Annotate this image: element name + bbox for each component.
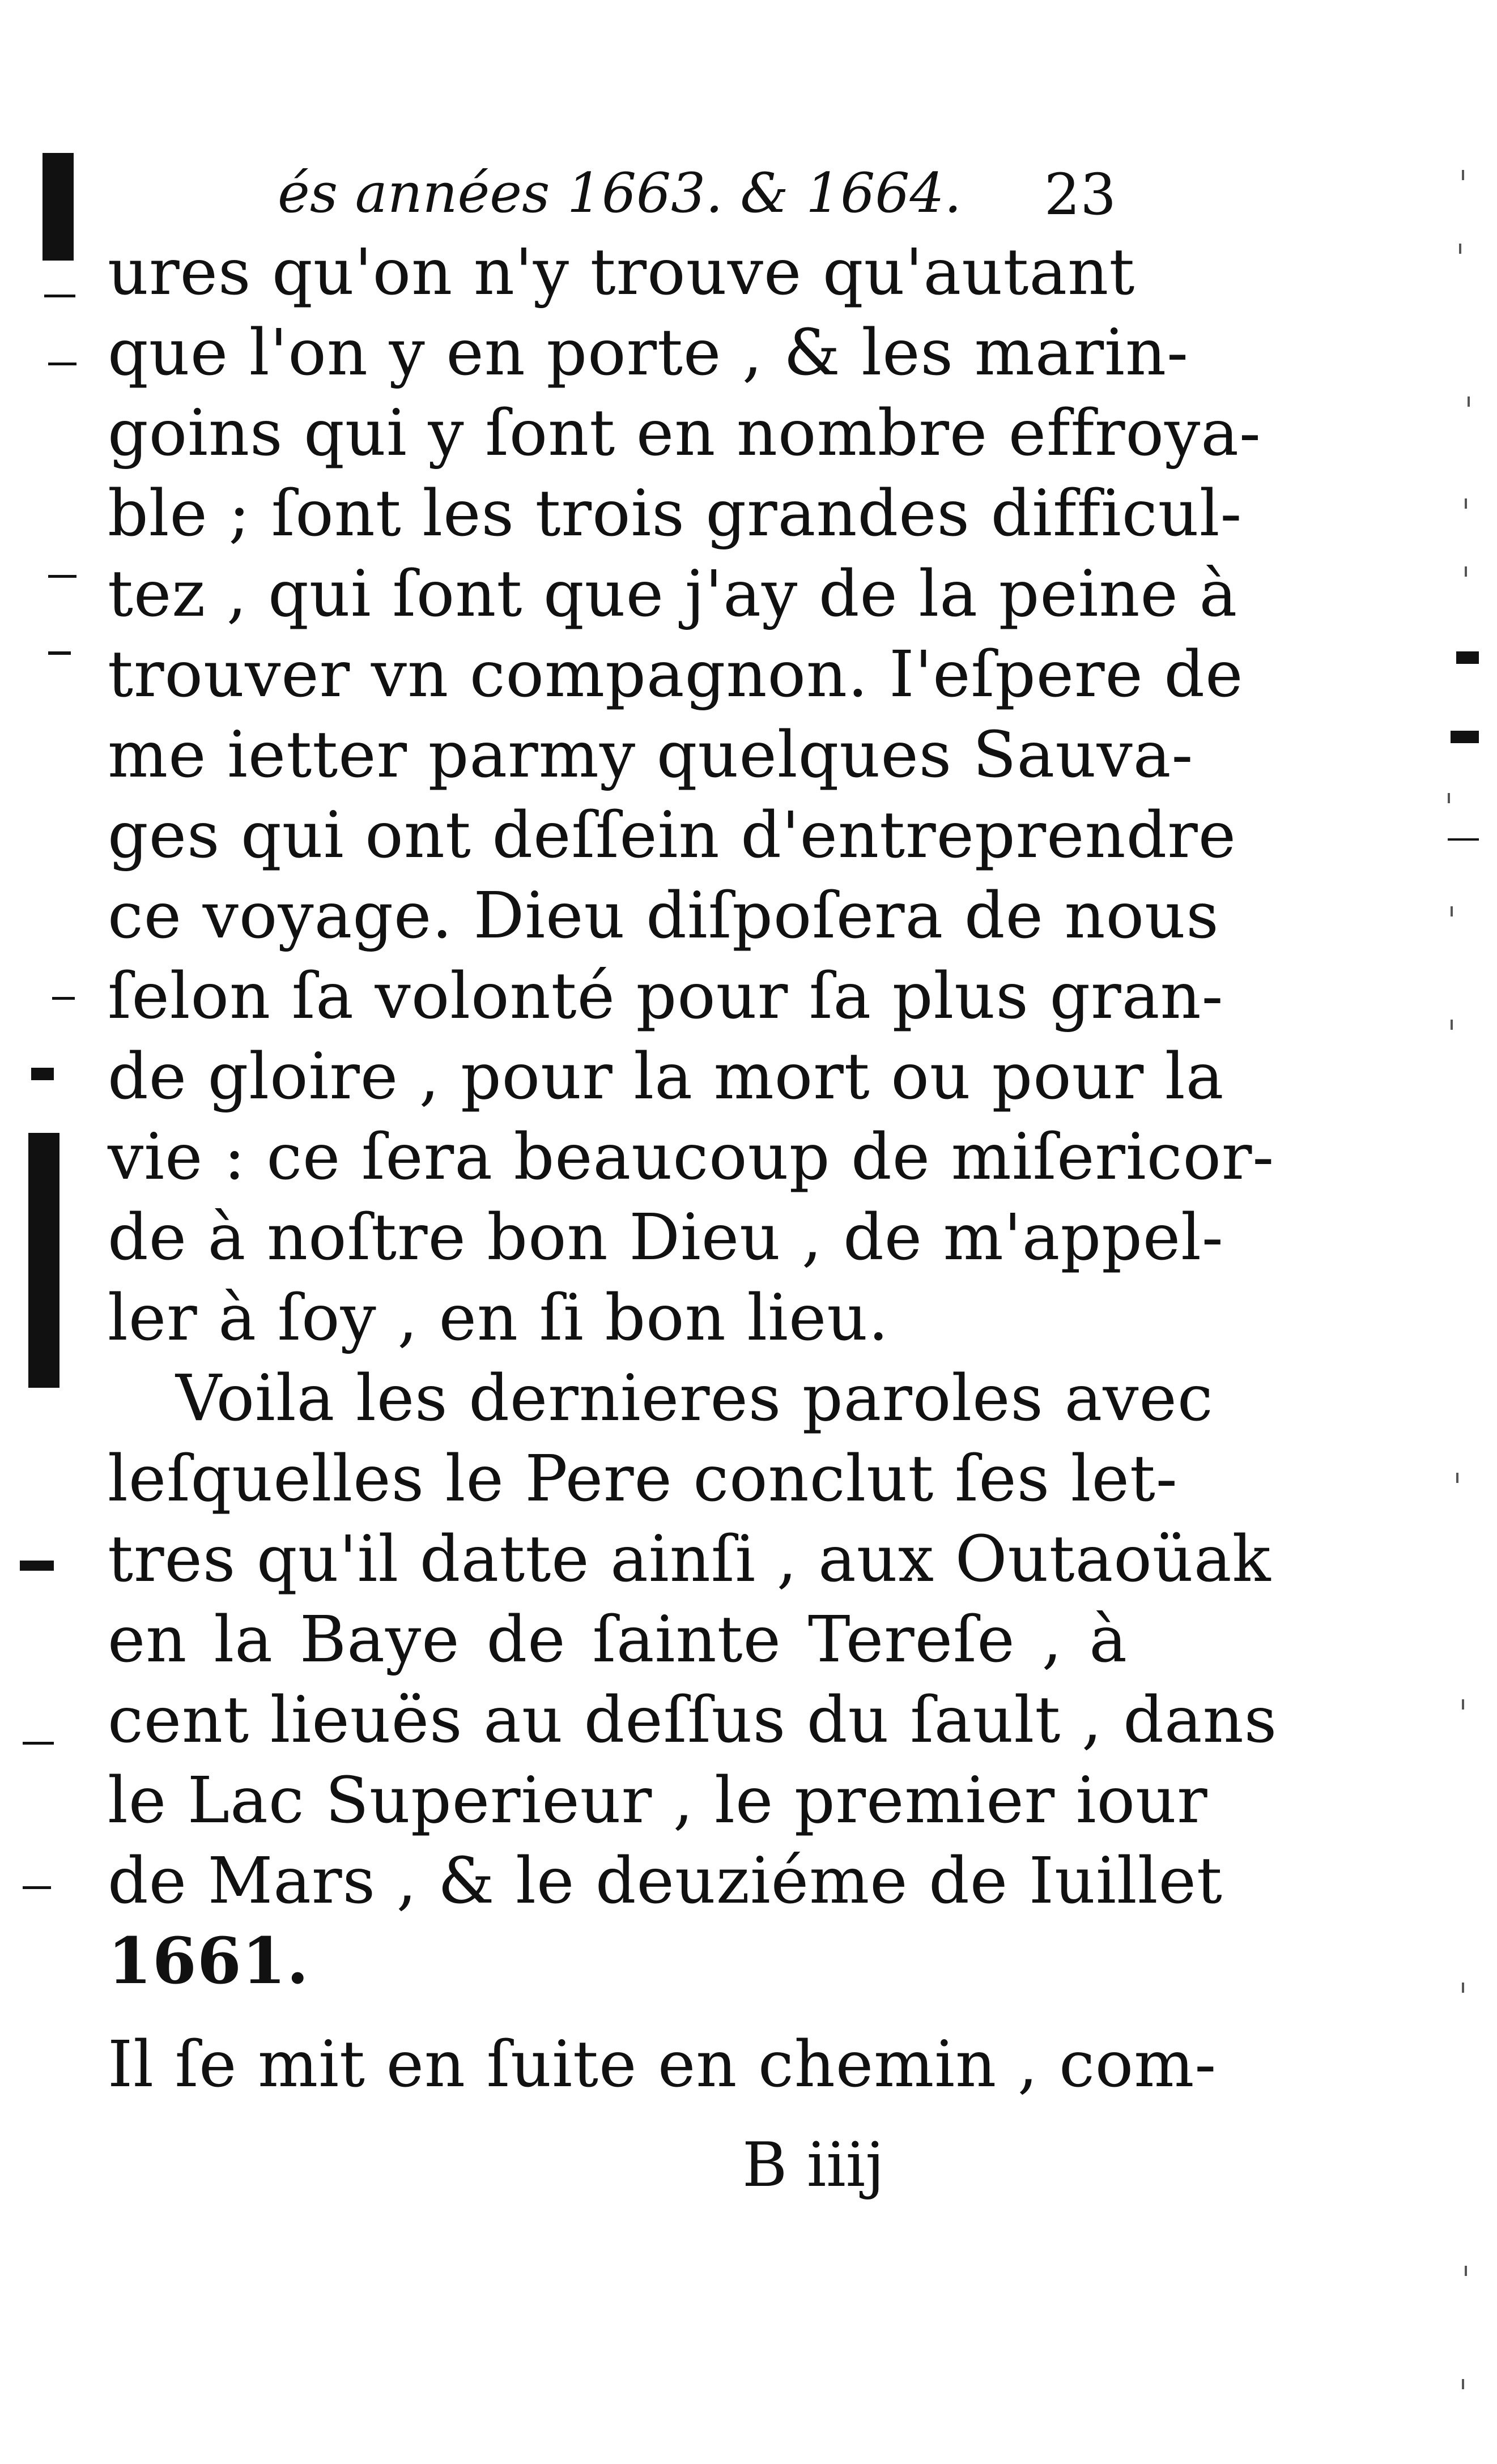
margin-mark — [44, 295, 75, 297]
margin-dot — [1448, 793, 1450, 803]
margin-dot — [1459, 244, 1461, 254]
margin-dot — [1465, 2266, 1467, 2276]
text-line: en la Baye de ſainte Tereſe , à — [108, 1603, 1128, 1677]
paragraph-gap — [108, 2002, 1128, 2024]
text-line: ſelon ſa volonté pour ſa plus gran- — [108, 960, 1224, 1033]
margin-dot — [1456, 1473, 1458, 1483]
margin-dot — [1465, 566, 1467, 577]
margin-mark — [48, 575, 76, 578]
margin-mark — [48, 363, 76, 365]
margin-mark — [48, 651, 71, 655]
margin-dot — [1462, 1983, 1464, 1993]
text-line: goins qui y ſont en nombre effroya- — [108, 397, 1261, 470]
signature-mark: B iiij — [742, 2130, 884, 2201]
body-text — [108, 232, 1278, 2105]
text-line: ce voyage. Dieu diſpoſera de nous — [108, 879, 1219, 953]
text-line: tres qu'il datte ainſi , aux Outaoüak — [108, 1523, 1271, 1596]
text-line: ble ; ſont les trois grandes difficul- — [108, 477, 1243, 551]
margin-dot — [1451, 906, 1453, 916]
margin-dot — [1465, 498, 1467, 509]
text-line: ler à ſoy , en ſi bon lieu. — [108, 1281, 889, 1355]
text-line: tez , qui ſont que j'ay de la peine à — [108, 557, 1238, 631]
paragraph-start-line: Il ſe mit en ſuite en chemin , com- — [108, 2028, 1217, 2101]
margin-mark — [23, 1886, 51, 1889]
text-line: ures qu'on n'y trouve qu'autant — [108, 236, 1135, 309]
margin-mark — [1451, 731, 1479, 743]
margin-dot — [1462, 1699, 1464, 1710]
margin-mark — [31, 1068, 54, 1080]
paragraph-start-line: Voila les dernieres paroles avec — [176, 1362, 1214, 1435]
text-line: le Lac Superieur , le premier iour — [108, 1764, 1208, 1838]
text-line: cent lieuës au deſſus du ſault , dans — [108, 1683, 1278, 1757]
margin-mark — [1456, 651, 1479, 664]
text-line: trouver vn compagnon. I'eſpere de — [108, 638, 1244, 711]
page-number: 23 — [1044, 161, 1116, 228]
margin-mark — [28, 1133, 59, 1388]
text-line: ges qui ont deſſein d'entreprendre — [108, 799, 1237, 872]
text-line: de à noſtre bon Dieu , de m'appel- — [108, 1201, 1224, 1274]
margin-mark — [52, 997, 75, 1000]
text-line: vie : ce ſera beaucoup de miſericor- — [108, 1120, 1275, 1194]
margin-dot — [1468, 397, 1470, 407]
text-line: 1661. — [108, 1924, 309, 1998]
margin-dot — [1462, 2379, 1464, 2389]
text-line: me ietter parmy quelques Sauva- — [108, 718, 1194, 792]
text-line: de Mars , & le deuziéme de Iuillet — [108, 1844, 1223, 1918]
text-line: de gloire , pour la mort ou pour la — [108, 1040, 1224, 1114]
margin-dot — [1451, 1020, 1453, 1030]
page-header — [266, 150, 1128, 235]
margin-mark — [20, 1561, 54, 1571]
margin-mark — [23, 1742, 54, 1745]
margin-mark — [1448, 838, 1479, 841]
running-head: és années 1663. & 1664. — [278, 161, 962, 225]
text-line: leſquelles le Pere conclut ſes let- — [108, 1442, 1178, 1516]
margin-mark — [42, 153, 74, 261]
text-line: que l'on y en porte , & les marin- — [108, 316, 1189, 390]
margin-dot — [1462, 170, 1464, 180]
